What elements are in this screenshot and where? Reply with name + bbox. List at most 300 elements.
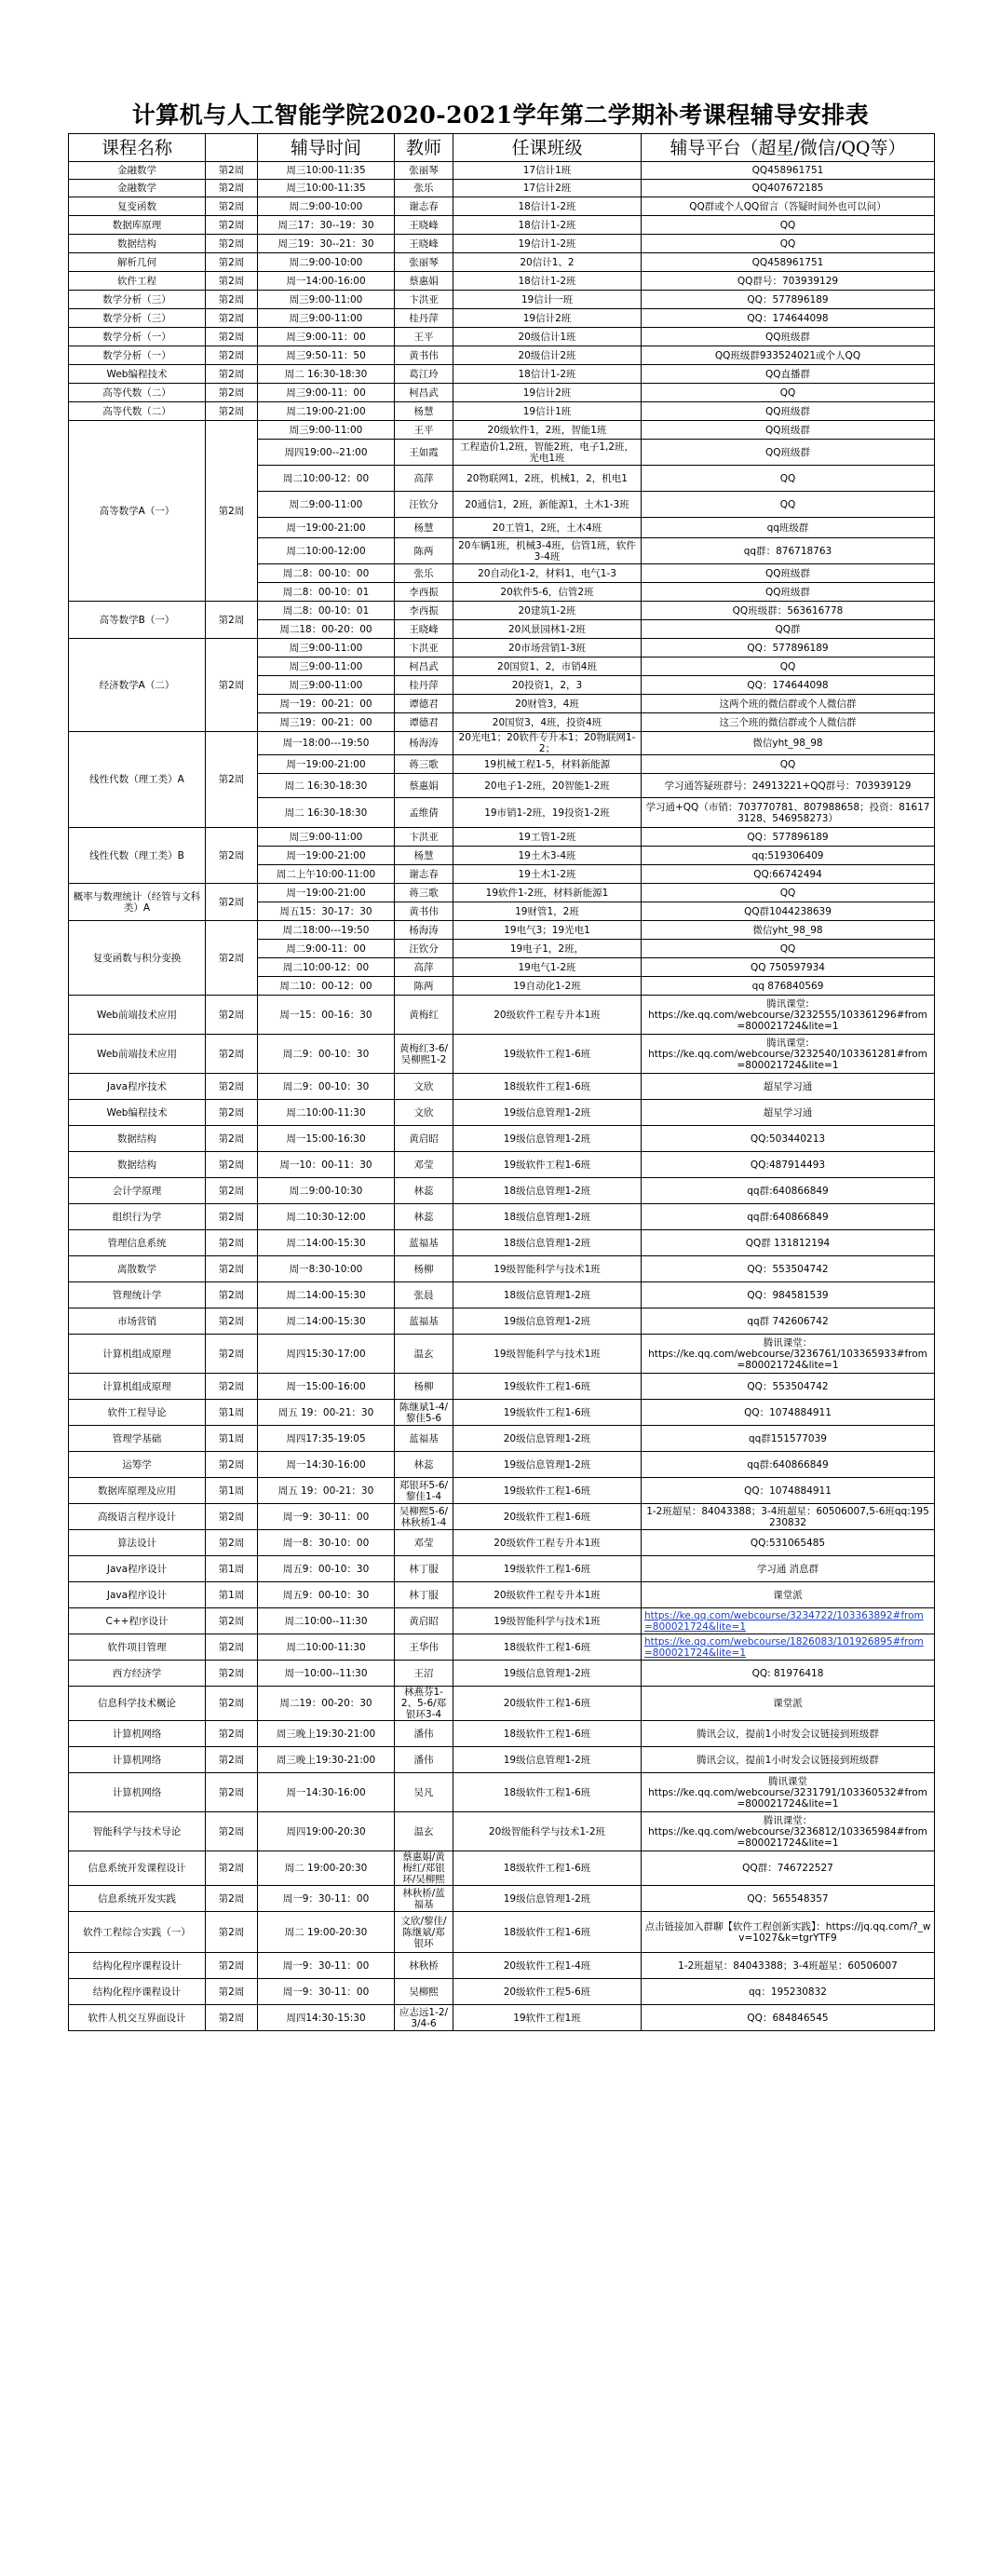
platform-cell: qq群 742606742 bbox=[642, 1308, 935, 1335]
time-cell: 周一15:00-16:00 bbox=[258, 1374, 395, 1400]
teacher-cell: 林蕊 bbox=[395, 1204, 453, 1230]
table-row bbox=[69, 2005, 935, 2031]
teacher-cell: 王如霞 bbox=[395, 440, 453, 466]
week-cell: 第2周 bbox=[206, 1035, 258, 1074]
course-cell: 线性代数（理工类）B bbox=[69, 828, 206, 884]
platform-cell: 腾讯课堂： https://ke.qq.com/webcourse/3236812/103365984#from=800021724&lite=1 bbox=[642, 1812, 935, 1851]
time-cell: 周二 16:30-18:30 bbox=[258, 798, 395, 828]
platform-cell: QQ：984581539 bbox=[642, 1282, 935, 1308]
platform-cell: 腾讯课堂： https://ke.qq.com/webcourse/3236761/103365933#from=800021724&lite=1 bbox=[642, 1335, 935, 1374]
teacher-cell: 王晓峰 bbox=[395, 216, 453, 235]
week-cell: 第2周 bbox=[206, 2005, 258, 2031]
teacher-cell: 柯昌武 bbox=[395, 384, 453, 402]
time-cell: 周一18:00---19:50 bbox=[258, 732, 395, 755]
class-cell: 20级软件1，2班，智能1班 bbox=[453, 421, 642, 440]
time-cell: 周一9：30-11：00 bbox=[258, 1953, 395, 1979]
table-row bbox=[69, 235, 935, 253]
table-row bbox=[69, 1074, 935, 1100]
table-row bbox=[69, 639, 935, 658]
time-cell: 周三9:00-11:00 bbox=[258, 658, 395, 676]
time-cell: 周三9:00-11:00 bbox=[258, 639, 395, 658]
teacher-cell: 谢志春 bbox=[395, 865, 453, 884]
time-cell: 周三9:00-11:00 bbox=[258, 421, 395, 440]
platform-cell: 腾讯课堂: https://ke.qq.com/webcourse/3232555/103361296#from=800021724&lite=1 bbox=[642, 996, 935, 1035]
table-row bbox=[69, 1308, 935, 1335]
schedule-table bbox=[68, 133, 935, 2031]
teacher-cell: 蔡惠娟 bbox=[395, 272, 453, 291]
week-cell: 第2周 bbox=[206, 1504, 258, 1530]
week-cell: 第2周 bbox=[206, 1178, 258, 1204]
class-cell: 20风景园林1-2班 bbox=[453, 620, 642, 639]
table-row bbox=[69, 1230, 935, 1256]
teacher-cell: 文欣/黎佳/陈继斌/郑银环 bbox=[395, 1912, 453, 1953]
platform-cell: qq群:640866849 bbox=[642, 1178, 935, 1204]
class-cell: 19信计2班 bbox=[453, 309, 642, 328]
platform-cell: qq群：876718763 bbox=[642, 538, 935, 564]
time-cell: 周二上午10:00-11:00 bbox=[258, 865, 395, 884]
platform-cell: 腾讯会议，提前1小时发会议链接到班级群 bbox=[642, 1721, 935, 1747]
table-row bbox=[69, 1204, 935, 1230]
class-cell: 19信计一班 bbox=[453, 291, 642, 309]
table-row bbox=[69, 328, 935, 346]
week-cell: 第2周 bbox=[206, 1721, 258, 1747]
class-cell: 20市场营销1-3班 bbox=[453, 639, 642, 658]
time-cell: 周一19:00-21:00 bbox=[258, 847, 395, 865]
platform-cell: 这两个班的微信群或个人微信群 bbox=[642, 695, 935, 713]
time-cell: 周二10:00--11:30 bbox=[258, 1608, 395, 1634]
teacher-cell: 文欣 bbox=[395, 1100, 453, 1126]
teacher-cell: 黄梅红 bbox=[395, 996, 453, 1035]
teacher-cell: 王平 bbox=[395, 421, 453, 440]
platform-link-cell[interactable]: https://ke.qq.com/webcourse/3234722/103363892#from=800021724&lite=1 bbox=[642, 1608, 935, 1634]
table-row bbox=[69, 602, 935, 620]
platform-cell: QQ：553504742 bbox=[642, 1256, 935, 1282]
table-row bbox=[69, 180, 935, 197]
platform-cell: QQ:503440213 bbox=[642, 1126, 935, 1152]
platform-cell: QQ班级群 bbox=[642, 583, 935, 602]
week-cell: 第2周 bbox=[206, 1886, 258, 1912]
week-cell: 第2周 bbox=[206, 1747, 258, 1773]
platform-cell: QQ：577896189 bbox=[642, 291, 935, 309]
time-cell: 周二9:00-10:00 bbox=[258, 197, 395, 216]
course-cell: 运筹学 bbox=[69, 1452, 206, 1478]
time-cell: 周三9:00-11:00 bbox=[258, 676, 395, 695]
class-cell: 20级软件工程专升本1班 bbox=[453, 1530, 642, 1556]
class-cell: 20级软件工程1-4班 bbox=[453, 1953, 642, 1979]
time-cell: 周四14:30-15:30 bbox=[258, 2005, 395, 2031]
class-cell: 19信计1班 bbox=[453, 402, 642, 421]
time-cell: 周二19：00-20：30 bbox=[258, 1687, 395, 1721]
table-row bbox=[69, 732, 935, 755]
teacher-cell: 杨柳 bbox=[395, 1256, 453, 1282]
class-cell: 18信计1-2班 bbox=[453, 197, 642, 216]
table-row bbox=[69, 884, 935, 902]
time-cell: 周一8:30-10:00 bbox=[258, 1256, 395, 1282]
week-cell: 第2周 bbox=[206, 1335, 258, 1374]
teacher-cell: 谭德君 bbox=[395, 713, 453, 732]
platform-cell: QQ:66742494 bbox=[642, 865, 935, 884]
teacher-cell: 王平 bbox=[395, 328, 453, 346]
class-cell: 17信计1班 bbox=[453, 162, 642, 180]
course-cell: 高等代数（二） bbox=[69, 402, 206, 421]
teacher-cell: 高萍 bbox=[395, 958, 453, 977]
teacher-cell: 杨慧 bbox=[395, 518, 453, 538]
course-cell: 西方经济学 bbox=[69, 1661, 206, 1687]
course-cell: 信息科学技术概论 bbox=[69, 1687, 206, 1721]
teacher-cell: 杨海涛 bbox=[395, 921, 453, 940]
table-row bbox=[69, 1374, 935, 1400]
header-teacher: 教师 bbox=[395, 134, 453, 162]
teacher-cell: 林蕊 bbox=[395, 1452, 453, 1478]
teacher-cell: 杨慧 bbox=[395, 402, 453, 421]
platform-cell: 1-2班超星：84043388；3-4班超星：60506007 bbox=[642, 1953, 935, 1979]
class-cell: 20财管3，4班 bbox=[453, 695, 642, 713]
platform-cell: QQ bbox=[642, 884, 935, 902]
table-row bbox=[69, 291, 935, 309]
platform-cell: QQ407672185 bbox=[642, 180, 935, 197]
platform-cell: QQ 750597934 bbox=[642, 958, 935, 977]
time-cell: 周二10:00-11:30 bbox=[258, 1100, 395, 1126]
week-cell: 第2周 bbox=[206, 996, 258, 1035]
table-row bbox=[69, 828, 935, 847]
teacher-cell: 谢志春 bbox=[395, 197, 453, 216]
platform-cell: qq群151577039 bbox=[642, 1426, 935, 1452]
time-cell: 周二14:00-15:30 bbox=[258, 1282, 395, 1308]
class-cell: 20软件5-6，信管2班 bbox=[453, 583, 642, 602]
time-cell: 周二9:00-11：00 bbox=[258, 940, 395, 958]
teacher-cell: 王晓峰 bbox=[395, 235, 453, 253]
time-cell: 周一9：30-11：00 bbox=[258, 1979, 395, 2005]
class-cell: 18级软件工程1-6班 bbox=[453, 1634, 642, 1661]
time-cell: 周三晚上19:30-21:00 bbox=[258, 1747, 395, 1773]
teacher-cell: 卞洪亚 bbox=[395, 639, 453, 658]
teacher-cell: 黄启昭 bbox=[395, 1126, 453, 1152]
table-row bbox=[69, 1452, 935, 1478]
week-cell: 第2周 bbox=[206, 1230, 258, 1256]
class-cell: 18级信息管理1-2班 bbox=[453, 1282, 642, 1308]
course-cell: 高级语言程序设计 bbox=[69, 1504, 206, 1530]
time-cell: 周三9:00-11：00 bbox=[258, 384, 395, 402]
time-cell: 周一15：00-16：30 bbox=[258, 996, 395, 1035]
course-cell: 金融数学 bbox=[69, 162, 206, 180]
platform-cell: 微信yht_98_98 bbox=[642, 921, 935, 940]
class-cell: 20物联网1，2班，机械1，2，机电1 bbox=[453, 466, 642, 492]
course-cell: 信息系统开发课程设计 bbox=[69, 1851, 206, 1886]
platform-cell: QQ：684846545 bbox=[642, 2005, 935, 2031]
table-row bbox=[69, 1851, 935, 1886]
teacher-cell: 李西振 bbox=[395, 583, 453, 602]
time-cell: 周四19:00-20:30 bbox=[258, 1812, 395, 1851]
class-cell: 20级软件工程5-6班 bbox=[453, 1979, 642, 2005]
time-cell: 周三9:50-11：50 bbox=[258, 346, 395, 365]
table-row bbox=[69, 253, 935, 272]
time-cell: 周一15:00-16:30 bbox=[258, 1126, 395, 1152]
week-cell: 第2周 bbox=[206, 884, 258, 921]
table-row bbox=[69, 1282, 935, 1308]
class-cell: 20级软件工程专升本1班 bbox=[453, 996, 642, 1035]
time-cell: 周二 16:30-18:30 bbox=[258, 774, 395, 798]
week-cell: 第2周 bbox=[206, 1530, 258, 1556]
course-cell: 软件项目管理 bbox=[69, 1634, 206, 1661]
course-cell: 计算机组成原理 bbox=[69, 1335, 206, 1374]
teacher-cell: 陈两 bbox=[395, 538, 453, 564]
platform-cell: 学习通 消息群 bbox=[642, 1556, 935, 1582]
table-row bbox=[69, 1979, 935, 2005]
time-cell: 周一9：30-11：00 bbox=[258, 1504, 395, 1530]
table-row bbox=[69, 1035, 935, 1074]
course-cell: Web前端技术应用 bbox=[69, 996, 206, 1035]
class-cell: 18级信息管理1-2班 bbox=[453, 1204, 642, 1230]
table-body bbox=[69, 162, 935, 2031]
class-cell: 19级智能科学与技术1班 bbox=[453, 1335, 642, 1374]
class-cell: 19土木3-4班 bbox=[453, 847, 642, 865]
class-cell: 20级软件工程1-6班 bbox=[453, 1504, 642, 1530]
course-cell: 数学分析（一） bbox=[69, 346, 206, 365]
teacher-cell: 桂丹萍 bbox=[395, 309, 453, 328]
teacher-cell: 蔡惠娟/黄梅红/郑银环/吴柳熙 bbox=[395, 1851, 453, 1886]
week-cell: 第2周 bbox=[206, 328, 258, 346]
course-cell: 软件人机交互界面设计 bbox=[69, 2005, 206, 2031]
week-cell: 第2周 bbox=[206, 828, 258, 884]
teacher-cell: 张丽琴 bbox=[395, 253, 453, 272]
week-cell: 第1周 bbox=[206, 1400, 258, 1426]
course-cell: 软件工程综合实践（一） bbox=[69, 1912, 206, 1953]
platform-cell: QQ：553504742 bbox=[642, 1374, 935, 1400]
platform-link-cell[interactable]: https://ke.qq.com/webcourse/1826083/101926895#from=800021724&lite=1 bbox=[642, 1634, 935, 1661]
course-cell: 会计学原理 bbox=[69, 1178, 206, 1204]
class-cell: 19土木1-2班 bbox=[453, 865, 642, 884]
class-cell: 18级信息管理1-2班 bbox=[453, 1178, 642, 1204]
platform-cell: QQ458961751 bbox=[642, 162, 935, 180]
class-cell: 19级软件工程1-6班 bbox=[453, 1556, 642, 1582]
teacher-cell: 吴凡 bbox=[395, 1773, 453, 1812]
platform-cell: QQ：174644098 bbox=[642, 676, 935, 695]
class-cell: 19电子1，2班， bbox=[453, 940, 642, 958]
class-cell: 20光电1；20软件专升本1；20物联网1-2； bbox=[453, 732, 642, 755]
course-cell: Web编程技术 bbox=[69, 1100, 206, 1126]
week-cell: 第2周 bbox=[206, 1812, 258, 1851]
course-cell: 离散数学 bbox=[69, 1256, 206, 1282]
teacher-cell: 陈两 bbox=[395, 977, 453, 996]
teacher-cell: 林燕芬1-2、5-6/郑银环3-4 bbox=[395, 1687, 453, 1721]
class-cell: 19级信息管理1-2班 bbox=[453, 1308, 642, 1335]
teacher-cell: 郑银环5-6/黎佳1-4 bbox=[395, 1478, 453, 1504]
teacher-cell: 林丁服 bbox=[395, 1556, 453, 1582]
table-row bbox=[69, 1426, 935, 1452]
table-row bbox=[69, 1178, 935, 1204]
course-cell: Web编程技术 bbox=[69, 365, 206, 384]
time-cell: 周二9：00-10：30 bbox=[258, 1074, 395, 1100]
class-cell: 20级软件工程1-6班 bbox=[453, 1687, 642, 1721]
class-cell: 18信计1-2班 bbox=[453, 216, 642, 235]
class-cell: 19信计2班 bbox=[453, 384, 642, 402]
table-row bbox=[69, 1126, 935, 1152]
table-row bbox=[69, 1886, 935, 1912]
teacher-cell: 蓝福基 bbox=[395, 1426, 453, 1452]
time-cell: 周一19:00-21:00 bbox=[258, 518, 395, 538]
week-cell: 第2周 bbox=[206, 1152, 258, 1178]
platform-cell: qq 876840569 bbox=[642, 977, 935, 996]
table-row bbox=[69, 1773, 935, 1812]
table-row bbox=[69, 996, 935, 1035]
class-cell: 18信计1-2班 bbox=[453, 365, 642, 384]
course-cell: 软件工程导论 bbox=[69, 1400, 206, 1426]
teacher-cell: 张乐 bbox=[395, 180, 453, 197]
course-cell: 计算机组成原理 bbox=[69, 1374, 206, 1400]
teacher-cell: 黄启昭 bbox=[395, 1608, 453, 1634]
teacher-cell: 陈继斌1-4/黎佳5-6 bbox=[395, 1400, 453, 1426]
course-cell: 高等数学B（一） bbox=[69, 602, 206, 639]
table-row bbox=[69, 365, 935, 384]
table-row bbox=[69, 1256, 935, 1282]
time-cell: 周二18：00-20：00 bbox=[258, 620, 395, 639]
class-cell: 19软件1-2班，材料新能源1 bbox=[453, 884, 642, 902]
platform-cell: 这三个班的微信群或个人微信群 bbox=[642, 713, 935, 732]
class-cell: 19级智能科学与技术1班 bbox=[453, 1256, 642, 1282]
teacher-cell: 蔡惠娟 bbox=[395, 774, 453, 798]
teacher-cell: 潘伟 bbox=[395, 1747, 453, 1773]
teacher-cell: 吴柳熙5-6/林秋桥1-4 bbox=[395, 1504, 453, 1530]
class-cell: 18级软件工程1-6班 bbox=[453, 1912, 642, 1953]
teacher-cell: 黄书伟 bbox=[395, 346, 453, 365]
schedule-table-container bbox=[68, 133, 934, 2031]
class-cell: 20国贸3，4班，投资4班 bbox=[453, 713, 642, 732]
teacher-cell: 王华伟 bbox=[395, 1634, 453, 1661]
teacher-cell: 黄梅红3-6/吴柳熙1-2 bbox=[395, 1035, 453, 1074]
time-cell: 周三19：00-21：00 bbox=[258, 713, 395, 732]
time-cell: 周二19:00-21:00 bbox=[258, 402, 395, 421]
course-cell: 复变函数与积分变换 bbox=[69, 921, 206, 996]
teacher-cell: 汪钦分 bbox=[395, 492, 453, 518]
teacher-cell: 应志远1-2/3/4-6 bbox=[395, 2005, 453, 2031]
class-cell: 19软件工程1班 bbox=[453, 2005, 642, 2031]
platform-cell: QQ bbox=[642, 384, 935, 402]
time-cell: 周一19:00-21:00 bbox=[258, 755, 395, 774]
teacher-cell: 杨慧 bbox=[395, 847, 453, 865]
time-cell: 周三9:00-11：00 bbox=[258, 328, 395, 346]
week-cell: 第2周 bbox=[206, 162, 258, 180]
teacher-cell: 邓莹 bbox=[395, 1152, 453, 1178]
platform-cell: QQ bbox=[642, 466, 935, 492]
teacher-cell: 蒋三歌 bbox=[395, 884, 453, 902]
table-row bbox=[69, 1687, 935, 1721]
platform-cell: QQ直播群 bbox=[642, 365, 935, 384]
course-cell: 管理学基础 bbox=[69, 1426, 206, 1452]
teacher-cell: 孟维倩 bbox=[395, 798, 453, 828]
class-cell: 20通信1，2班，新能源1，土木1-3班 bbox=[453, 492, 642, 518]
teacher-cell: 柯昌武 bbox=[395, 658, 453, 676]
week-cell: 第2周 bbox=[206, 291, 258, 309]
class-cell: 19级信息管理1-2班 bbox=[453, 1452, 642, 1478]
week-cell: 第2周 bbox=[206, 1634, 258, 1661]
course-cell: 计算机网络 bbox=[69, 1773, 206, 1812]
platform-cell: 腾讯课堂 https://ke.qq.com/webcourse/3231791/103360532#from=800021724&lite=1 bbox=[642, 1773, 935, 1812]
table-row bbox=[69, 1556, 935, 1582]
platform-cell: 学习通+QQ（市销：703770781、807988658；投资：816173128、546958273） bbox=[642, 798, 935, 828]
table-row bbox=[69, 1634, 935, 1661]
course-cell: Java程序技术 bbox=[69, 1074, 206, 1100]
platform-cell: QQ bbox=[642, 755, 935, 774]
platform-cell: qq：195230832 bbox=[642, 1979, 935, 2005]
course-cell: 金融数学 bbox=[69, 180, 206, 197]
week-cell: 第2周 bbox=[206, 1126, 258, 1152]
class-cell: 20级信计2班 bbox=[453, 346, 642, 365]
platform-cell: QQ：174644098 bbox=[642, 309, 935, 328]
time-cell: 周二 16:30-18:30 bbox=[258, 365, 395, 384]
page-title: 计算机与人工智能学院2020-2021学年第二学期补考课程辅导安排表 bbox=[131, 102, 870, 129]
table-row bbox=[69, 402, 935, 421]
class-cell: 19电气1-2班 bbox=[453, 958, 642, 977]
time-cell: 周二14:00-15:30 bbox=[258, 1230, 395, 1256]
time-cell: 周一14:30-16:00 bbox=[258, 1452, 395, 1478]
teacher-cell: 谭德君 bbox=[395, 695, 453, 713]
class-cell: 19级信息管理1-2班 bbox=[453, 1886, 642, 1912]
class-cell: 20投资1，2，3 bbox=[453, 676, 642, 695]
class-cell: 18级软件工程1-6班 bbox=[453, 1721, 642, 1747]
time-cell: 周三9:00-11:00 bbox=[258, 309, 395, 328]
time-cell: 周二8：00-10：01 bbox=[258, 583, 395, 602]
platform-cell: QQ: 81976418 bbox=[642, 1661, 935, 1687]
platform-cell: 点击链接加入群聊【软件工程创新实践】：https://jq.qq.com/?_wv=1027&k=tgrYTF9 bbox=[642, 1912, 935, 1953]
week-cell: 第2周 bbox=[206, 602, 258, 639]
time-cell: 周三9:00-11:00 bbox=[258, 828, 395, 847]
table-row bbox=[69, 1721, 935, 1747]
teacher-cell: 潘伟 bbox=[395, 1721, 453, 1747]
platform-cell: qq班级群 bbox=[642, 518, 935, 538]
teacher-cell: 林蕊 bbox=[395, 1178, 453, 1204]
week-cell: 第2周 bbox=[206, 639, 258, 732]
table-row bbox=[69, 216, 935, 235]
time-cell: 周一14:00-16:00 bbox=[258, 272, 395, 291]
week-cell: 第2周 bbox=[206, 1100, 258, 1126]
platform-cell: QQ bbox=[642, 235, 935, 253]
class-cell: 19级软件工程1-6班 bbox=[453, 1035, 642, 1074]
course-cell: 数据结构 bbox=[69, 1126, 206, 1152]
week-cell: 第2周 bbox=[206, 309, 258, 328]
course-cell: 概率与数理统计（经管与文科类）A bbox=[69, 884, 206, 921]
class-cell: 18级软件工程1-6班 bbox=[453, 1851, 642, 1886]
class-cell: 18级软件工程1-6班 bbox=[453, 1773, 642, 1812]
teacher-cell: 林丁服 bbox=[395, 1582, 453, 1608]
week-cell: 第2周 bbox=[206, 180, 258, 197]
platform-cell: 腾讯课堂: https://ke.qq.com/webcourse/3232540/103361281#from=800021724&lite=1 bbox=[642, 1035, 935, 1074]
header-time: 辅导时间 bbox=[258, 134, 395, 162]
course-cell: 结构化程序课程设计 bbox=[69, 1979, 206, 2005]
course-cell: 数学分析（一） bbox=[69, 328, 206, 346]
class-cell: 19财管1，2班 bbox=[453, 902, 642, 921]
time-cell: 周一14:30-16:00 bbox=[258, 1773, 395, 1812]
course-cell: 数据结构 bbox=[69, 1152, 206, 1178]
course-cell: C++程序设计 bbox=[69, 1608, 206, 1634]
week-cell: 第1周 bbox=[206, 1478, 258, 1504]
week-cell: 第2周 bbox=[206, 732, 258, 828]
teacher-cell: 张乐 bbox=[395, 564, 453, 583]
class-cell: 19级软件工程1-6班 bbox=[453, 1400, 642, 1426]
class-cell: 19级信息管理1-2班 bbox=[453, 1747, 642, 1773]
time-cell: 周四15:30-17:00 bbox=[258, 1335, 395, 1374]
class-cell: 18级信息管理1-2班 bbox=[453, 1230, 642, 1256]
week-cell: 第2周 bbox=[206, 272, 258, 291]
platform-cell: QQ：577896189 bbox=[642, 639, 935, 658]
table-row bbox=[69, 921, 935, 940]
teacher-cell: 高萍 bbox=[395, 466, 453, 492]
time-cell: 周二8：00-10：01 bbox=[258, 602, 395, 620]
week-cell: 第2周 bbox=[206, 1256, 258, 1282]
table-row bbox=[69, 421, 935, 440]
platform-cell: QQ bbox=[642, 216, 935, 235]
platform-cell: QQ:487914493 bbox=[642, 1152, 935, 1178]
time-cell: 周三17：30--19：30 bbox=[258, 216, 395, 235]
